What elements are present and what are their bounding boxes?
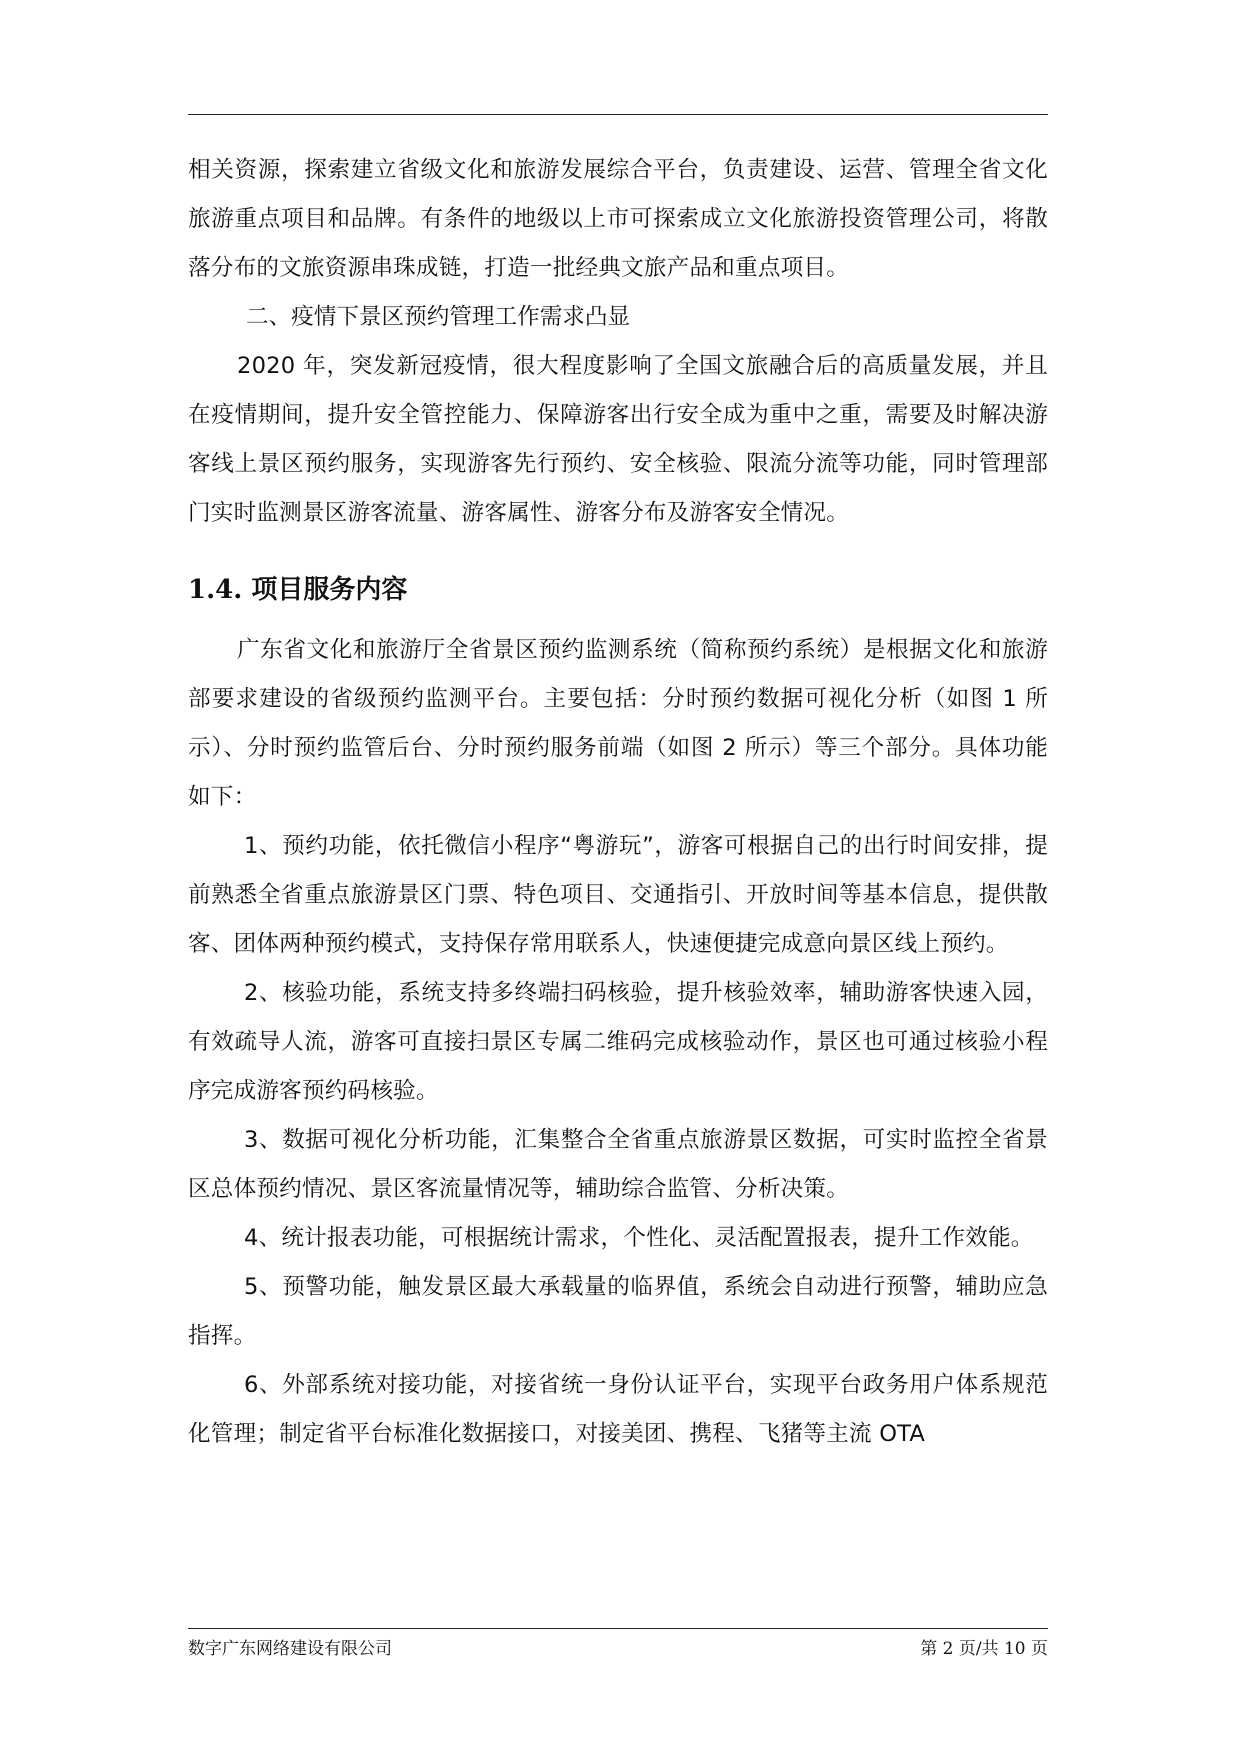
section-intro: 广东省文化和旅游厅全省景区预约监测系统（简称预约系统）是根据文化和旅游部要求建设的省级预约监测平台。主要包括：分时预约数据可视化分析（如图 1 所示）、分时预约监管后台、分时预约服务前端（如图 2 所示）等三个部分。具体功能如下： (188, 637, 1048, 810)
list-item: 2、核验功能，系统支持多终端扫码核验，提升核验效率，辅助游客快速入园，有效疏导人流，游客可直接扫景区专属二维码完成核验动作，景区也可通过核验小程序完成游客预约码核验。 (188, 980, 1048, 1104)
paragraph-continued: 相关资源，探索建立省级文化和旅游发展综合平台，负责建设、运营、管理全省文化旅游重点项目和品牌。有条件的地级以上市可探索成立文化旅游投资管理公司，将散落分布的文旅资源串珠成链，打造一批经典文旅产品和重点项目。 (188, 157, 1048, 281)
list-item: 1、预约功能，依托微信小程序“粤游玩”，游客可根据自己的出行时间安排，提前熟悉全省重点旅游景区门票、特色项目、交通指引、开放时间等基本信息，提供散客、团体两种预约模式，支持保存常用联系人，快速便捷完成意向景区线上预约。 (188, 833, 1048, 957)
list-item: 6、外部系统对接功能，对接省统一身份认证平台，实现平台政务用户体系规范化管理；制定省平台标准化数据接口，对接美团、携程、飞猪等主流 OTA (188, 1372, 1048, 1447)
list-item: 4、统计报表功能，可根据统计需求，个性化、灵活配置报表，提升工作效能。 (244, 1225, 1034, 1251)
footer-page-number: 第 2 页/共 10 页 (920, 1639, 1048, 1659)
footer-company: 数字广东网络建设有限公司 (188, 1639, 392, 1659)
paragraph-epidemic: 2020 年，突发新冠疫情，很大程度影响了全国文旅融合后的高质量发展，并且在疫情期间，提升安全管控能力、保障游客出行安全成为重中之重，需要及时解决游客线上景区预约服务，实现游客先行预约、安全核验、限流分流等功能，同时管理部门实时监测景区游客流量、游客属性、游客分布及游客安全情况。 (188, 353, 1048, 526)
list-item: 3、数据可视化分析功能，汇集整合全省重点旅游景区数据，可实时监控全省景区总体预约情况、景区客流量情况等，辅助综合监管、分析决策。 (188, 1127, 1048, 1202)
list-item: 5、预警功能，触发景区最大承载量的临界值，系统会自动进行预警，辅助应急指挥。 (188, 1274, 1048, 1349)
page-body (188, 146, 1048, 1459)
section-heading: 1.4. 项目服务内容 (188, 575, 408, 605)
sub-heading: 二、疫情下景区预约管理工作需求凸显 (246, 304, 631, 330)
footer-rule (188, 1628, 1048, 1629)
header-rule (188, 114, 1048, 115)
